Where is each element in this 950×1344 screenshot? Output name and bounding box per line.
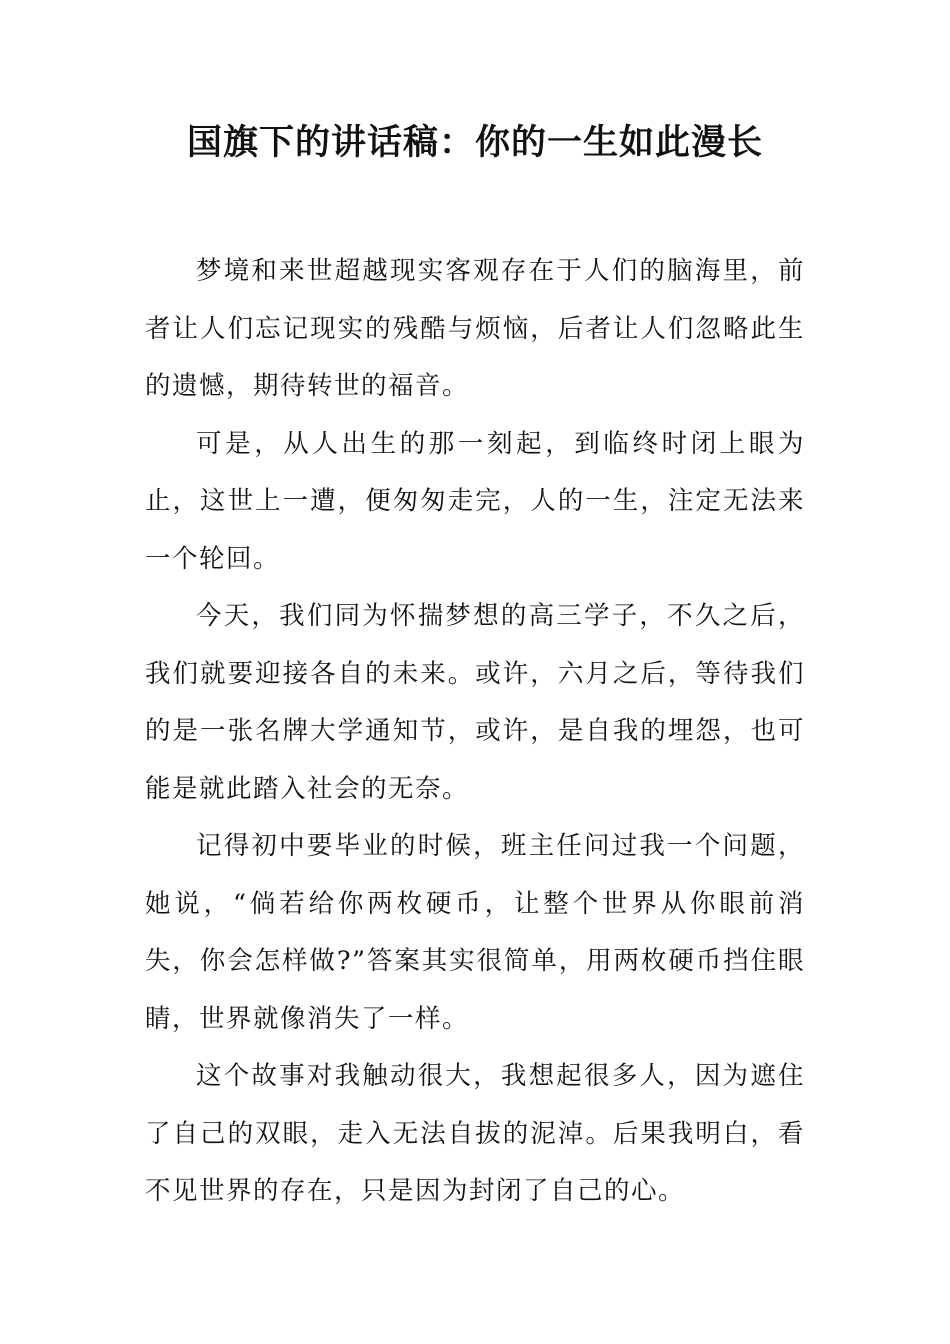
paragraph-2: 可是，从人出生的那一刻起，到临终时闭上眼为止，这世上一遭，便匆匆走完，人的一生，注定无法来一个轮回。 [145,428,805,574]
paragraph-1: 梦境和来世超越现实客观存在于人们的脑海里，前者让人们忘记现实的残酷与烦恼，后者让人们忽略此生的遗憾，期待转世的福音。 [145,256,805,401]
document-body [145,243,805,1221]
paragraph-4: 记得初中要毕业的时候，班主任问过我一个问题，她说，“倘若给你两枚硬币，让整个世界从你眼前消失，你会怎样做?”答案其实很简单，用两枚硬币挡住眼睛，世界就像消失了一样。 [145,831,805,1034]
document-title: 国旗下的讲话稿：你的一生如此漫长 [186,123,763,163]
paragraph-5: 这个故事对我触动很大，我想起很多人，因为遮住了自己的双眼，走入无法自拔的泥淖。后果我明白，看不见世界的存在，只是因为封闭了自己的心。 [145,1061,805,1206]
paragraph-3: 今天，我们同为怀揣梦想的高三学子，不久之后，我们就要迎接各自的未来。或许，六月之后，等待我们的是一张名牌大学通知节，或许，是自我的埋怨，也可能是就此踏入社会的无奈。 [145,601,805,804]
